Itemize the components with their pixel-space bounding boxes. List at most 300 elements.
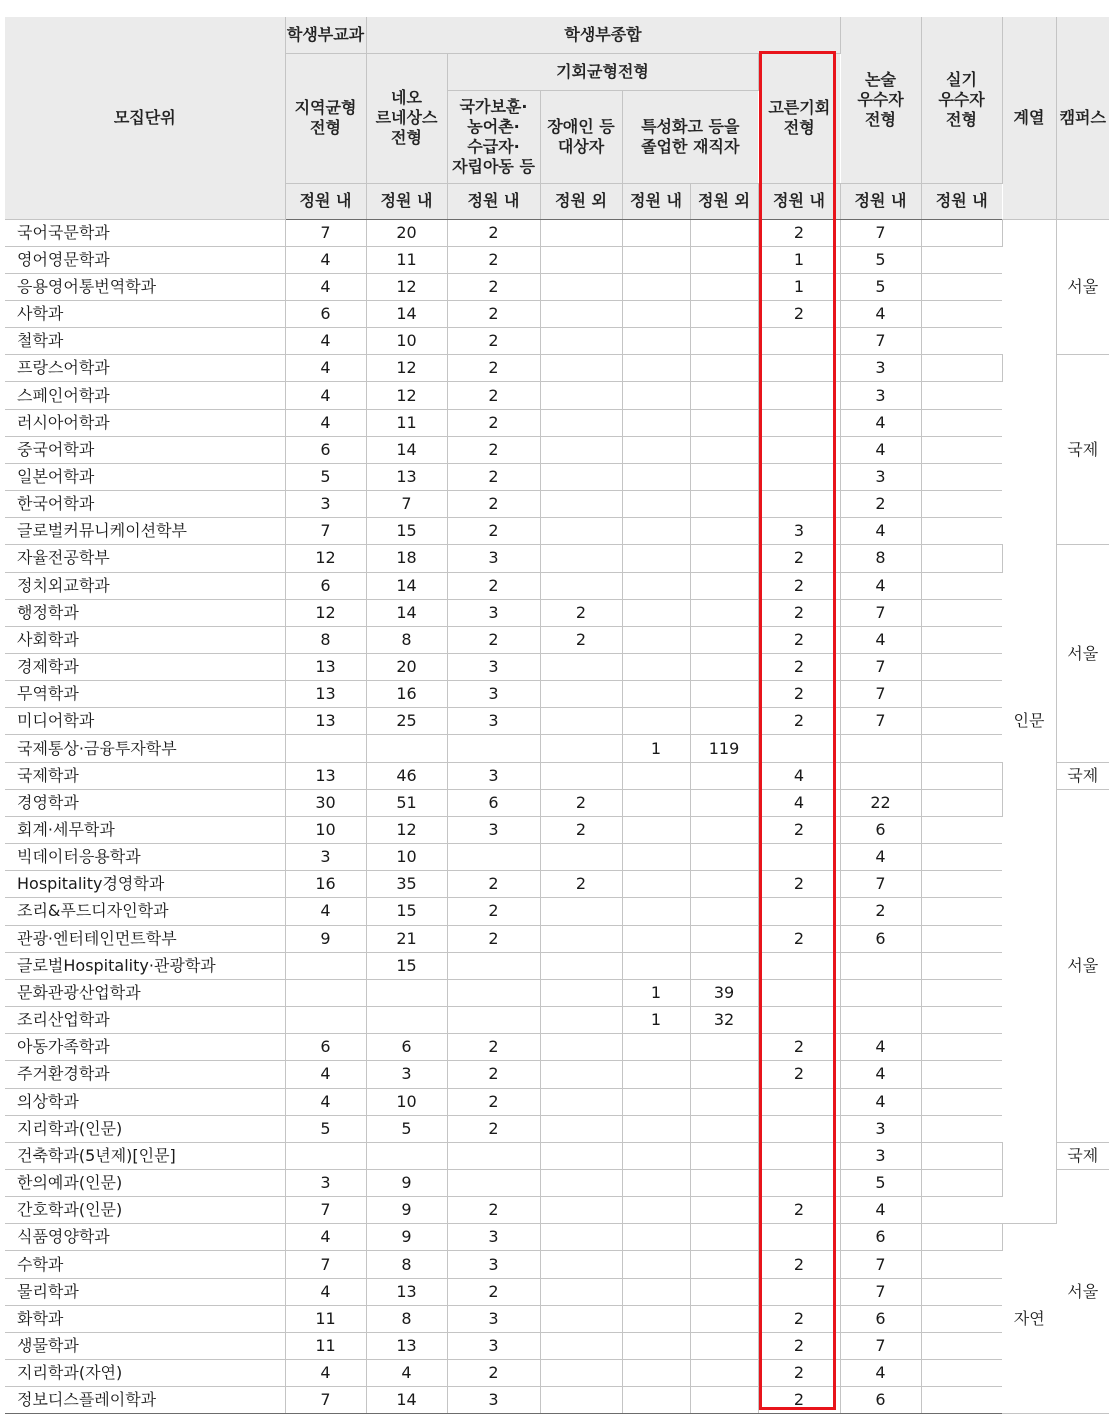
jangaein-header-text: 장애인 등 대상자 <box>547 116 615 156</box>
quota-cell: 14 <box>366 599 447 626</box>
quota-cell <box>540 1061 622 1088</box>
unit-name-cell: 한국어학과 <box>5 491 285 518</box>
quota-cell: 4 <box>285 1061 366 1088</box>
table-row <box>5 246 1109 273</box>
quota-cell: 9 <box>366 1197 447 1224</box>
table-row <box>5 436 1109 463</box>
quota-cell <box>540 1278 622 1305</box>
table-row <box>5 1197 1109 1224</box>
quota-cell: 7 <box>285 1251 366 1278</box>
quota-cell: 12 <box>366 382 447 409</box>
quota-cell: 2 <box>758 219 840 246</box>
quota-cell <box>758 382 840 409</box>
quota-cell: 4 <box>840 844 921 871</box>
quota-cell: 20 <box>366 219 447 246</box>
unit-header: 모집단위 <box>5 17 285 219</box>
quota-cell <box>285 952 366 979</box>
quota-cell <box>622 1332 690 1359</box>
sub-header-jangaein: 정원 외 <box>540 183 622 219</box>
quota-cell <box>540 1034 622 1061</box>
unit-name-cell: 경제학과 <box>5 654 285 681</box>
quota-cell <box>921 1251 1002 1278</box>
quota-cell <box>921 871 1002 898</box>
quota-cell: 7 <box>840 708 921 735</box>
quota-cell <box>540 898 622 925</box>
quota-cell <box>690 1061 758 1088</box>
quota-cell: 2 <box>758 816 840 843</box>
quota-cell: 13 <box>366 1332 447 1359</box>
sub-header-silgi: 정원 내 <box>921 183 1002 219</box>
quota-cell <box>622 1278 690 1305</box>
table-row <box>5 762 1109 789</box>
quota-cell <box>921 599 1002 626</box>
quota-cell: 16 <box>285 871 366 898</box>
unit-name-cell: 사학과 <box>5 300 285 327</box>
quota-cell: 6 <box>285 1034 366 1061</box>
quota-cell: 6 <box>840 925 921 952</box>
quota-cell: 8 <box>840 545 921 572</box>
quota-cell <box>690 382 758 409</box>
quota-cell: 1 <box>758 273 840 300</box>
quota-cell <box>840 952 921 979</box>
quota-cell <box>622 382 690 409</box>
quota-cell <box>540 1251 622 1278</box>
quota-cell: 32 <box>690 1007 758 1034</box>
quota-cell: 2 <box>758 1061 840 1088</box>
quota-cell <box>622 436 690 463</box>
quota-cell: 2 <box>758 925 840 952</box>
quota-cell <box>540 925 622 952</box>
unit-name-cell: 스페인어학과 <box>5 382 285 409</box>
quota-cell <box>622 545 690 572</box>
quota-cell <box>622 1088 690 1115</box>
quota-cell <box>690 246 758 273</box>
table-row <box>5 328 1109 355</box>
quota-cell: 2 <box>758 626 840 653</box>
table-row <box>5 1305 1109 1332</box>
quota-cell: 11 <box>366 246 447 273</box>
goreun-header-text: 고른기회 전형 <box>768 98 831 137</box>
quota-cell <box>285 979 366 1006</box>
quota-cell <box>690 1169 758 1196</box>
unit-name-cell: 물리학과 <box>5 1278 285 1305</box>
quota-cell: 3 <box>447 599 540 626</box>
quota-cell <box>622 355 690 382</box>
quota-cell: 119 <box>690 735 758 762</box>
quota-cell <box>758 463 840 490</box>
quota-cell: 6 <box>285 572 366 599</box>
table-row <box>5 1360 1109 1387</box>
quota-cell <box>447 735 540 762</box>
quota-cell: 7 <box>840 654 921 681</box>
gukga-header <box>447 90 540 183</box>
quota-cell: 2 <box>447 871 540 898</box>
quota-cell: 4 <box>285 1224 366 1251</box>
quota-cell <box>921 1360 1002 1387</box>
quota-cell: 2 <box>447 328 540 355</box>
quota-cell <box>447 1007 540 1034</box>
unit-name-cell: 정보디스플레이학과 <box>5 1387 285 1414</box>
quota-cell <box>540 572 622 599</box>
quota-cell: 2 <box>758 654 840 681</box>
quota-cell: 2 <box>758 1305 840 1332</box>
quota-cell: 2 <box>447 1034 540 1061</box>
quota-cell <box>921 789 1002 816</box>
quota-cell: 39 <box>690 979 758 1006</box>
quota-cell <box>921 626 1002 653</box>
quota-cell <box>622 1360 690 1387</box>
quota-cell <box>622 1305 690 1332</box>
campus-cell: 서울 <box>1056 545 1109 762</box>
quota-cell: 7 <box>840 1251 921 1278</box>
unit-name-cell: 국제통상·금융투자학부 <box>5 735 285 762</box>
quota-cell: 9 <box>366 1169 447 1196</box>
quota-cell: 3 <box>285 1169 366 1196</box>
quota-cell: 8 <box>366 1305 447 1332</box>
unit-name-cell: 빅데이터응용학과 <box>5 844 285 871</box>
quota-cell: 2 <box>447 626 540 653</box>
quota-cell <box>921 952 1002 979</box>
quota-cell <box>690 654 758 681</box>
quota-cell <box>622 925 690 952</box>
quota-cell: 2 <box>758 599 840 626</box>
quota-cell: 4 <box>840 626 921 653</box>
quota-cell: 2 <box>447 1360 540 1387</box>
quota-cell <box>540 762 622 789</box>
quota-cell <box>758 491 840 518</box>
quota-cell <box>758 952 840 979</box>
quota-cell <box>622 789 690 816</box>
quota-cell: 12 <box>366 273 447 300</box>
quota-cell <box>921 898 1002 925</box>
quota-cell <box>921 708 1002 735</box>
quota-cell <box>690 1034 758 1061</box>
quota-cell: 9 <box>285 925 366 952</box>
quota-cell <box>622 816 690 843</box>
quota-cell <box>758 735 840 762</box>
quota-cell <box>690 1332 758 1359</box>
quota-cell: 2 <box>540 626 622 653</box>
quota-cell <box>921 735 1002 762</box>
quota-cell <box>921 436 1002 463</box>
table-row <box>5 545 1109 572</box>
quota-cell: 4 <box>285 898 366 925</box>
quota-cell <box>921 355 1002 382</box>
quota-cell <box>921 844 1002 871</box>
table-row <box>5 816 1109 843</box>
quota-cell <box>758 1142 840 1169</box>
unit-name-cell: 글로벌커뮤니케이션학부 <box>5 518 285 545</box>
quota-cell <box>622 1169 690 1196</box>
quota-cell <box>447 1169 540 1196</box>
quota-cell <box>690 599 758 626</box>
quota-cell: 14 <box>366 436 447 463</box>
unit-name-cell: 회계·세무학과 <box>5 816 285 843</box>
quota-cell: 10 <box>366 1088 447 1115</box>
quota-cell: 3 <box>447 1305 540 1332</box>
quota-cell <box>622 491 690 518</box>
quota-cell: 2 <box>447 1197 540 1224</box>
quota-cell <box>622 626 690 653</box>
quota-cell: 3 <box>447 708 540 735</box>
quota-cell: 2 <box>447 246 540 273</box>
table-row <box>5 1142 1109 1169</box>
quota-cell <box>540 409 622 436</box>
quota-cell <box>758 355 840 382</box>
quota-cell <box>690 1088 758 1115</box>
sub-header-teukseong-in: 정원 내 <box>622 183 690 219</box>
quota-cell <box>622 300 690 327</box>
campus-cell: 서울 <box>1056 219 1109 355</box>
gihoe-header: 기회균형전형 <box>447 53 758 90</box>
quota-cell <box>690 844 758 871</box>
quota-cell <box>690 463 758 490</box>
quota-cell: 2 <box>758 1197 840 1224</box>
jonghap-header: 학생부종합 <box>366 17 840 53</box>
admission-quota-table <box>5 17 1109 1414</box>
quota-cell <box>540 1387 622 1414</box>
quota-cell: 4 <box>840 409 921 436</box>
quota-cell <box>690 789 758 816</box>
quota-cell <box>690 355 758 382</box>
unit-name-cell: 미디어학과 <box>5 708 285 735</box>
silgi-header <box>921 17 1002 183</box>
quota-cell: 14 <box>366 572 447 599</box>
table-row <box>5 355 1109 382</box>
campus-cell: 국제 <box>1056 1142 1109 1169</box>
quota-cell <box>690 762 758 789</box>
quota-cell <box>690 626 758 653</box>
quota-cell <box>758 898 840 925</box>
quota-cell <box>540 1360 622 1387</box>
quota-cell <box>540 979 622 1006</box>
unit-name-cell: 조리산업학과 <box>5 1007 285 1034</box>
quota-cell <box>921 328 1002 355</box>
quota-cell <box>540 273 622 300</box>
quota-cell: 2 <box>758 1387 840 1414</box>
unit-name-cell: 한의예과(인문) <box>5 1169 285 1196</box>
quota-cell <box>540 1115 622 1142</box>
quota-cell <box>622 708 690 735</box>
quota-cell: 5 <box>840 273 921 300</box>
campus-cell: 서울 <box>1056 1169 1109 1413</box>
campus-cell: 서울 <box>1056 789 1109 1142</box>
quota-cell <box>540 735 622 762</box>
quota-cell: 4 <box>285 273 366 300</box>
quota-cell <box>690 1115 758 1142</box>
quota-cell <box>540 1197 622 1224</box>
quota-cell: 5 <box>840 246 921 273</box>
quota-cell: 11 <box>285 1332 366 1359</box>
quota-cell <box>758 1169 840 1196</box>
quota-cell <box>622 219 690 246</box>
quota-cell <box>690 436 758 463</box>
quota-cell: 3 <box>840 355 921 382</box>
quota-cell: 2 <box>840 898 921 925</box>
quota-cell <box>540 681 622 708</box>
table-row <box>5 898 1109 925</box>
quota-cell: 16 <box>366 681 447 708</box>
unit-name-cell: Hospitality경영학과 <box>5 871 285 898</box>
goreun-header <box>758 53 840 183</box>
quota-cell <box>622 898 690 925</box>
quota-cell: 10 <box>285 816 366 843</box>
quota-cell <box>921 1387 1002 1414</box>
unit-name-cell: 무역학과 <box>5 681 285 708</box>
quota-cell <box>921 300 1002 327</box>
table-row <box>5 382 1109 409</box>
quota-cell: 8 <box>366 626 447 653</box>
quota-cell: 3 <box>447 1332 540 1359</box>
quota-cell: 4 <box>840 572 921 599</box>
quota-cell: 8 <box>366 1251 447 1278</box>
quota-cell <box>690 816 758 843</box>
quota-cell <box>690 925 758 952</box>
quota-cell: 3 <box>285 844 366 871</box>
quota-cell <box>840 1007 921 1034</box>
table-row <box>5 1278 1109 1305</box>
quota-cell: 21 <box>366 925 447 952</box>
quota-cell <box>690 409 758 436</box>
quota-cell: 6 <box>366 1034 447 1061</box>
quota-cell: 1 <box>758 246 840 273</box>
quota-cell: 2 <box>758 681 840 708</box>
unit-name-cell: 중국어학과 <box>5 436 285 463</box>
unit-name-cell: 일본어학과 <box>5 463 285 490</box>
table-row <box>5 1061 1109 1088</box>
quota-cell: 2 <box>540 789 622 816</box>
sub-header-neo: 정원 내 <box>366 183 447 219</box>
quota-cell <box>540 491 622 518</box>
table-body <box>5 219 1109 1414</box>
table-row <box>5 789 1109 816</box>
table-row <box>5 1387 1109 1414</box>
quota-cell <box>921 1034 1002 1061</box>
quota-cell <box>540 654 622 681</box>
quota-cell: 8 <box>285 626 366 653</box>
quota-cell <box>622 681 690 708</box>
quota-cell <box>622 844 690 871</box>
quota-cell: 46 <box>366 762 447 789</box>
quota-cell <box>622 1142 690 1169</box>
quota-cell <box>540 1305 622 1332</box>
quota-cell <box>921 1007 1002 1034</box>
quota-cell <box>921 979 1002 1006</box>
quota-cell: 2 <box>447 1115 540 1142</box>
quota-cell: 2 <box>758 1034 840 1061</box>
quota-cell <box>840 735 921 762</box>
quota-cell: 35 <box>366 871 447 898</box>
quota-cell <box>622 246 690 273</box>
quota-cell: 4 <box>840 1088 921 1115</box>
unit-name-cell: 응용영어통번역학과 <box>5 273 285 300</box>
quota-cell <box>690 1142 758 1169</box>
quota-cell <box>758 409 840 436</box>
quota-cell: 3 <box>447 681 540 708</box>
quota-cell: 7 <box>840 599 921 626</box>
quota-cell: 2 <box>447 518 540 545</box>
table-row <box>5 626 1109 653</box>
unit-name-cell: 문화관광산업학과 <box>5 979 285 1006</box>
quota-cell <box>622 518 690 545</box>
unit-name-cell: 행정학과 <box>5 599 285 626</box>
table-row <box>5 844 1109 871</box>
silgi-header-text: 실기 우수자 전형 <box>938 69 985 129</box>
table-row <box>5 409 1109 436</box>
quota-cell: 2 <box>758 545 840 572</box>
quota-cell: 4 <box>840 436 921 463</box>
quota-cell: 15 <box>366 952 447 979</box>
table-row <box>5 708 1109 735</box>
quota-cell <box>758 1115 840 1142</box>
table-row <box>5 735 1109 762</box>
quota-cell: 2 <box>447 925 540 952</box>
quota-cell: 2 <box>447 219 540 246</box>
quota-cell: 3 <box>366 1061 447 1088</box>
quota-cell <box>540 708 622 735</box>
quota-cell: 3 <box>447 762 540 789</box>
quota-cell: 3 <box>447 816 540 843</box>
quota-cell <box>690 219 758 246</box>
quota-cell: 4 <box>285 409 366 436</box>
quota-cell <box>622 1387 690 1414</box>
quota-cell <box>622 952 690 979</box>
jangaein-header <box>540 90 622 183</box>
neo-header-text: 네오 르네상스 전형 <box>375 88 438 147</box>
quota-cell: 12 <box>366 355 447 382</box>
quota-cell: 12 <box>366 816 447 843</box>
quota-cell: 7 <box>285 219 366 246</box>
table-row <box>5 871 1109 898</box>
unit-name-cell: 프랑스어학과 <box>5 355 285 382</box>
quota-cell: 3 <box>840 463 921 490</box>
quota-cell <box>540 382 622 409</box>
quota-cell: 2 <box>540 599 622 626</box>
quota-cell <box>366 1142 447 1169</box>
unit-name-cell: 영어영문학과 <box>5 246 285 273</box>
quota-cell <box>622 1034 690 1061</box>
quota-cell: 13 <box>285 681 366 708</box>
unit-name-cell: 간호학과(인문) <box>5 1197 285 1224</box>
table-row <box>5 463 1109 490</box>
quota-cell: 3 <box>285 491 366 518</box>
jiyeok-header <box>285 53 366 183</box>
quota-cell <box>622 1251 690 1278</box>
unit-name-cell: 주거환경학과 <box>5 1061 285 1088</box>
quota-cell <box>690 1224 758 1251</box>
quota-cell <box>540 518 622 545</box>
quota-cell <box>690 1278 758 1305</box>
unit-name-cell: 글로벌Hospitality·관광학과 <box>5 952 285 979</box>
quota-cell <box>690 898 758 925</box>
quota-cell: 4 <box>840 1197 921 1224</box>
quota-cell: 22 <box>840 789 921 816</box>
quota-cell <box>285 1142 366 1169</box>
unit-name-cell: 의상학과 <box>5 1088 285 1115</box>
quota-cell <box>447 844 540 871</box>
quota-cell <box>921 463 1002 490</box>
table-row <box>5 491 1109 518</box>
quota-cell <box>690 572 758 599</box>
quota-cell: 10 <box>366 328 447 355</box>
unit-name-cell: 러시아어학과 <box>5 409 285 436</box>
table-row <box>5 681 1109 708</box>
quota-cell <box>366 979 447 1006</box>
sub-header-teukseong-out: 정원 외 <box>690 183 758 219</box>
quota-cell: 51 <box>366 789 447 816</box>
quota-cell <box>921 925 1002 952</box>
quota-cell <box>622 871 690 898</box>
